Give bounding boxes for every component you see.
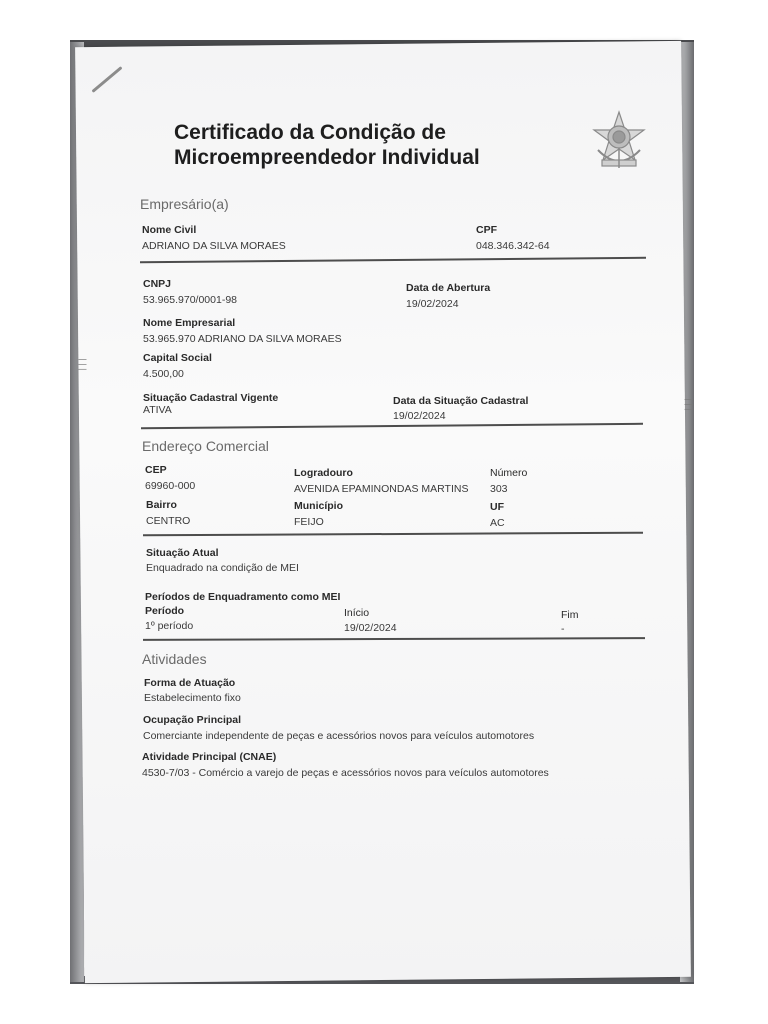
cnae-value: 4530-7/03 - Comércio a varejo de peças e acessórios novos para veículos automotores	[142, 767, 549, 779]
nome-empresarial-label: Nome Empresarial	[143, 317, 236, 329]
data-abertura-label: Data de Abertura	[406, 282, 491, 294]
periodos-heading: Períodos de Enquadramento como MEI	[145, 591, 341, 603]
fim-value: -	[561, 623, 565, 635]
uf-value: AC	[490, 517, 505, 529]
cpf-value: 048.346.342-64	[476, 240, 550, 252]
nome-empresarial-value: 53.965.970 ADRIANO DA SILVA MORAES	[143, 333, 342, 345]
cpf-label: CPF	[476, 224, 497, 236]
fim-label: Fim	[561, 609, 579, 621]
data-situacao-value: 19/02/2024	[393, 410, 446, 422]
logradouro-value: AVENIDA EPAMINONDAS MARTINS	[294, 483, 469, 495]
title-line-2: Microempreendedor Individual	[174, 146, 480, 169]
inicio-label: Início	[344, 607, 370, 619]
inicio-value: 19/02/2024	[344, 622, 397, 634]
bairro-value: CENTRO	[146, 515, 191, 527]
municipio-label: Município	[294, 500, 343, 512]
forma-atuacao-value: Estabelecimento fixo	[144, 692, 241, 704]
scan-artifact-mark: |||	[684, 397, 694, 412]
cep-value: 69960-000	[145, 480, 196, 492]
document-title	[174, 120, 480, 170]
periodo-label: Período	[145, 605, 185, 617]
brazil-coat-of-arms-icon	[590, 110, 648, 172]
cnpj-label: CNPJ	[143, 278, 172, 290]
section-endereco-heading: Endereço Comercial	[142, 438, 269, 454]
cnpj-value: 53.965.970/0001-98	[143, 294, 238, 306]
situacao-cadastral-value: ATIVA	[143, 404, 172, 416]
cep-label: CEP	[145, 464, 167, 476]
situacao-atual-label: Situação Atual	[146, 547, 219, 559]
bairro-label: Bairro	[146, 499, 177, 511]
section-atividades-heading: Atividades	[142, 651, 207, 667]
numero-label: Número	[490, 467, 528, 479]
situacao-cadastral-label: Situação Cadastral Vigente	[143, 392, 279, 404]
nome-civil-value: ADRIANO DA SILVA MORAES	[142, 240, 286, 252]
numero-value: 303	[490, 483, 508, 495]
cnae-label: Atividade Principal (CNAE)	[142, 751, 277, 763]
capital-social-label: Capital Social	[143, 352, 212, 364]
periodo-value: 1º período	[145, 620, 194, 632]
uf-label: UF	[490, 501, 504, 513]
scan-artifact-mark: |||	[78, 357, 88, 372]
data-abertura-value: 19/02/2024	[406, 298, 459, 310]
data-situacao-label: Data da Situação Cadastral	[393, 395, 529, 407]
forma-atuacao-label: Forma de Atuação	[144, 677, 236, 689]
municipio-value: FEIJO	[294, 516, 324, 528]
capital-social-value: 4.500,00	[143, 368, 184, 380]
logradouro-label: Logradouro	[294, 467, 353, 479]
nome-civil-label: Nome Civil	[142, 224, 197, 236]
ocupacao-principal-value: Comerciante independente de peças e acessórios novos para veículos automotores	[143, 730, 535, 742]
situacao-atual-value: Enquadrado na condição de MEI	[146, 562, 299, 574]
ocupacao-principal-label: Ocupação Principal	[143, 714, 242, 726]
section-empresario-heading: Empresário(a)	[140, 196, 229, 212]
title-line-1: Certificado da Condição de	[174, 121, 446, 144]
certificate-sheet	[75, 41, 691, 983]
